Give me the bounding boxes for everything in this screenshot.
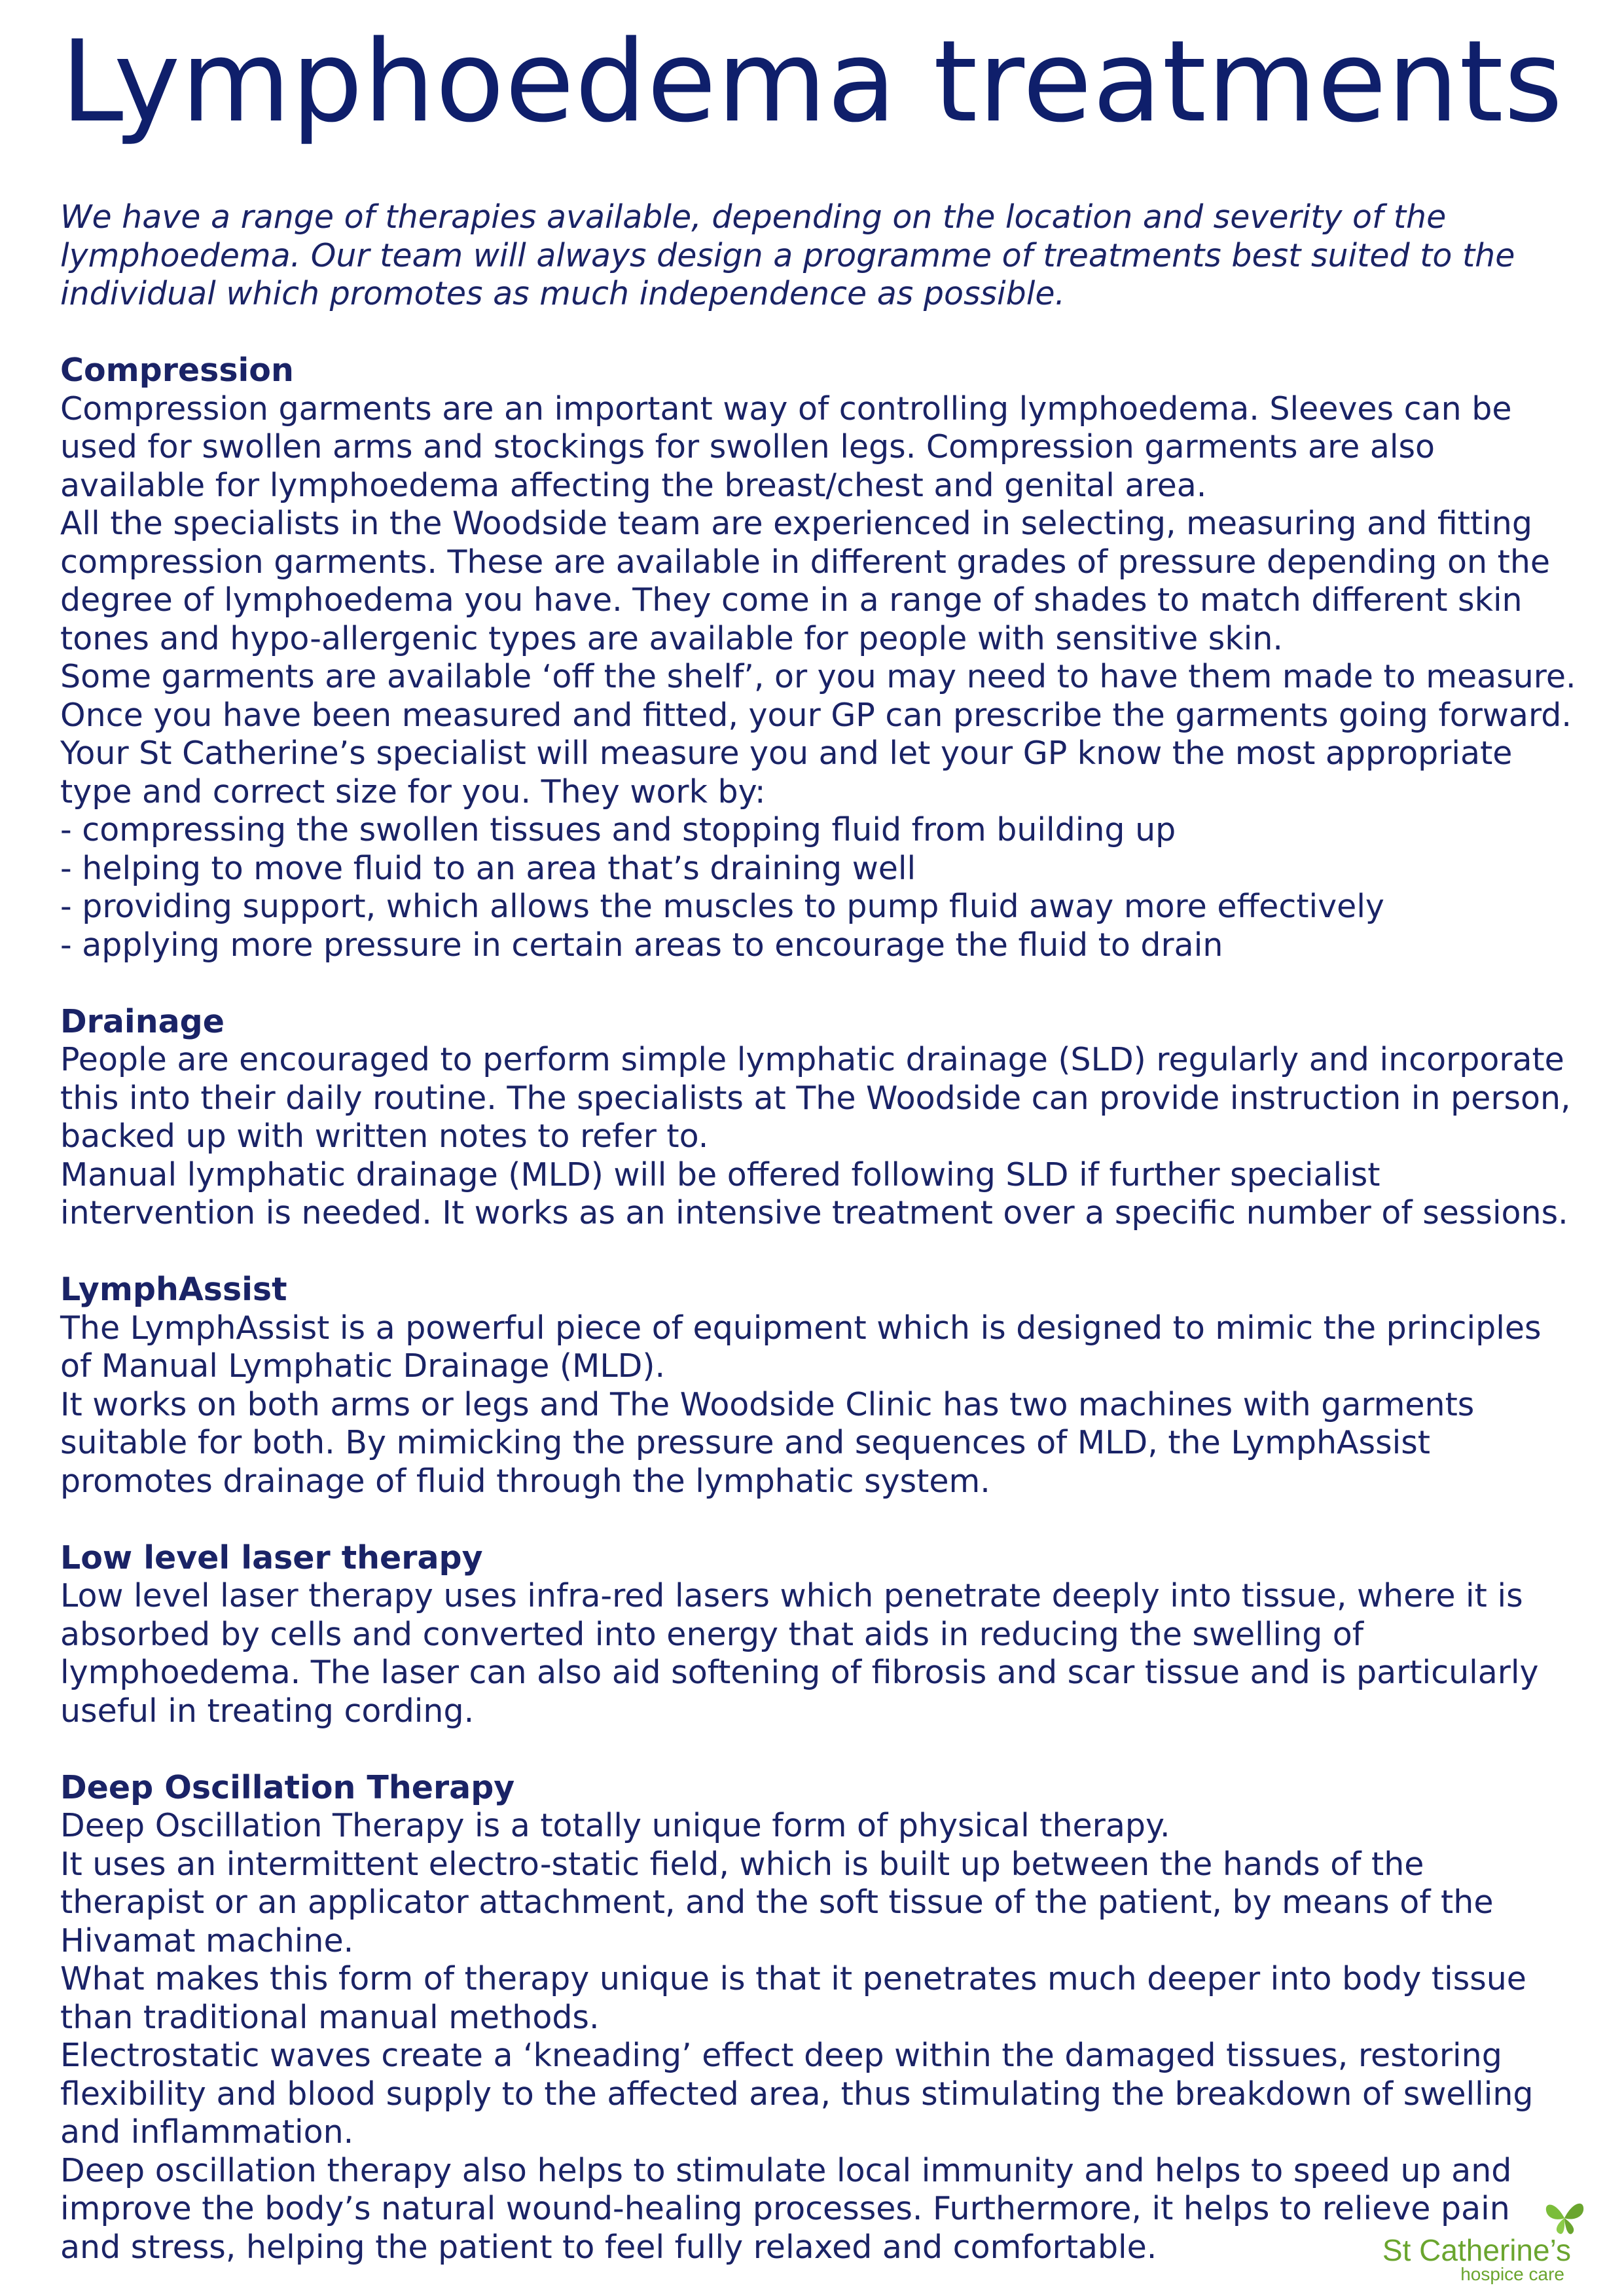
- document-body: [60, 198, 1579, 2267]
- section-line: All the specialists in the Woodside team are experienced in selecting, measuring and fitting: [60, 505, 1532, 542]
- section-line: Deep oscillation therapy also helps to stimulate local immunity and helps to speed up and: [60, 2151, 1512, 2189]
- section-line: - helping to move fluid to an area that’s draining well: [60, 849, 916, 887]
- section-line: - compressing the swollen tissues and stopping fluid from building up: [60, 811, 1176, 848]
- section-line: promotes drainage of fluid through the lymphatic system.: [60, 1462, 990, 1500]
- section-line: available for lymphoedema affecting the breast/chest and genital area.: [60, 466, 1207, 504]
- intro-line: We have a range of therapies available, depending on the location and severity of the: [60, 198, 1447, 236]
- section: [60, 1271, 1579, 1501]
- section-line: - providing support, which allows the muscles to pump fluid away more effectively: [60, 888, 1384, 925]
- section-line: Low level laser therapy uses infra-red lasers which penetrate deeply into tissue, where it is: [60, 1577, 1523, 1614]
- section-line: this into their daily routine. The specialists at The Woodside can provide instruction in person,: [60, 1079, 1571, 1117]
- st-catherines-logo: [1381, 2193, 1591, 2285]
- section-line: therapist or an applicator attachment, and the soft tissue of the patient, by means of the: [60, 1884, 1494, 1921]
- section-line: used for swollen arms and stockings for swollen legs. Compression garments are also: [60, 428, 1435, 465]
- section-line: The LymphAssist is a powerful piece of equipment which is designed to mimic the principles: [60, 1309, 1542, 1347]
- section-line: compression garments. These are available in different grades of pressure depending on the: [60, 543, 1551, 581]
- section-line: degree of lymphoedema you have. They come in a range of shades to match different skin: [60, 581, 1523, 619]
- section-line: tones and hypo-allergenic types are available for people with sensitive skin.: [60, 619, 1283, 657]
- section-line: Some garments are available ‘off the shelf’, or you may need to have them made to measure.: [60, 658, 1576, 695]
- section-line: Manual lymphatic drainage (MLD) will be offered following SLD if further specialist: [60, 1156, 1380, 1194]
- section-line: - applying more pressure in certain areas to encourage the fluid to drain: [60, 926, 1223, 964]
- intro-line: individual which promotes as much independence as possible.: [60, 275, 1066, 312]
- section-line: of Manual Lymphatic Drainage (MLD).: [60, 1347, 666, 1385]
- sections-container: [60, 352, 1579, 2267]
- section-line: and stress, helping the patient to feel fully relaxed and comfortable.: [60, 2228, 1157, 2266]
- section-line: People are encouraged to perform simple lymphatic drainage (SLD) regularly and incorporate: [60, 1041, 1564, 1078]
- section-heading: Low level laser therapy: [60, 1539, 483, 1576]
- section-line: Your St Catherine’s specialist will measure you and let your GP know the most appropriate: [60, 735, 1513, 772]
- section-line: Compression garments are an important way of controlling lymphoedema. Sleeves can be: [60, 390, 1512, 428]
- section: [60, 1003, 1579, 1233]
- section-line: It uses an intermittent electro-static field, which is built up between the hands of the: [60, 1845, 1424, 1883]
- section-line: useful in treating cording.: [60, 1692, 475, 1730]
- section-line: absorbed by cells and converted into energy that aids in reducing the swelling of: [60, 1615, 1364, 1653]
- intro-paragraph: [60, 198, 1579, 314]
- section-heading: Deep Oscillation Therapy: [60, 1768, 515, 1806]
- section-heading: Drainage: [60, 1002, 225, 1040]
- section-line: Deep Oscillation Therapy is a totally unique form of physical therapy.: [60, 1807, 1170, 1844]
- section-heading: Compression: [60, 352, 294, 389]
- logo-subtitle: hospice care: [1460, 2264, 1564, 2284]
- logo-name: St Catherine’s: [1382, 2233, 1571, 2267]
- section-line: than traditional manual methods.: [60, 1998, 600, 2036]
- section: [60, 1539, 1579, 1731]
- section-line: and inflammation.: [60, 2113, 354, 2151]
- page-title: Lymphoedema treatments: [60, 16, 1564, 147]
- section-line: backed up with written notes to refer to.: [60, 1118, 709, 1155]
- section-line: intervention is needed. It works as an intensive treatment over a specific number of sessions.: [60, 1194, 1568, 1231]
- section-line: lymphoedema. The laser can also aid softening of fibrosis and scar tissue and is particularly: [60, 1654, 1539, 1691]
- section: [60, 352, 1579, 964]
- section-line: What makes this form of therapy unique is that it penetrates much deeper into body tissue: [60, 1960, 1526, 1997]
- section-line: Once you have been measured and fitted, your GP can prescribe the garments going forward.: [60, 696, 1572, 734]
- section-line: It works on both arms or legs and The Woodside Clinic has two machines with garments: [60, 1385, 1475, 1423]
- section: [60, 1769, 1579, 2267]
- section-line: Electrostatic waves create a ‘kneading’ effect deep within the damaged tissues, restoring: [60, 2037, 1502, 2074]
- section-line: flexibility and blood supply to the affected area, thus stimulating the breakdown of swelling: [60, 2075, 1534, 2113]
- section-line: suitable for both. By mimicking the pressure and sequences of MLD, the LymphAssist: [60, 1424, 1430, 1461]
- intro-line: lymphoedema. Our team will always design a programme of treatments best suited to the: [60, 236, 1515, 274]
- section-line: Hivamat machine.: [60, 1922, 354, 1959]
- section-line: type and correct size for you. They work by:: [60, 773, 766, 811]
- section-line: improve the body’s natural wound-healing processes. Furthermore, it helps to relieve pain: [60, 2190, 1510, 2227]
- section-heading: LymphAssist: [60, 1271, 287, 1308]
